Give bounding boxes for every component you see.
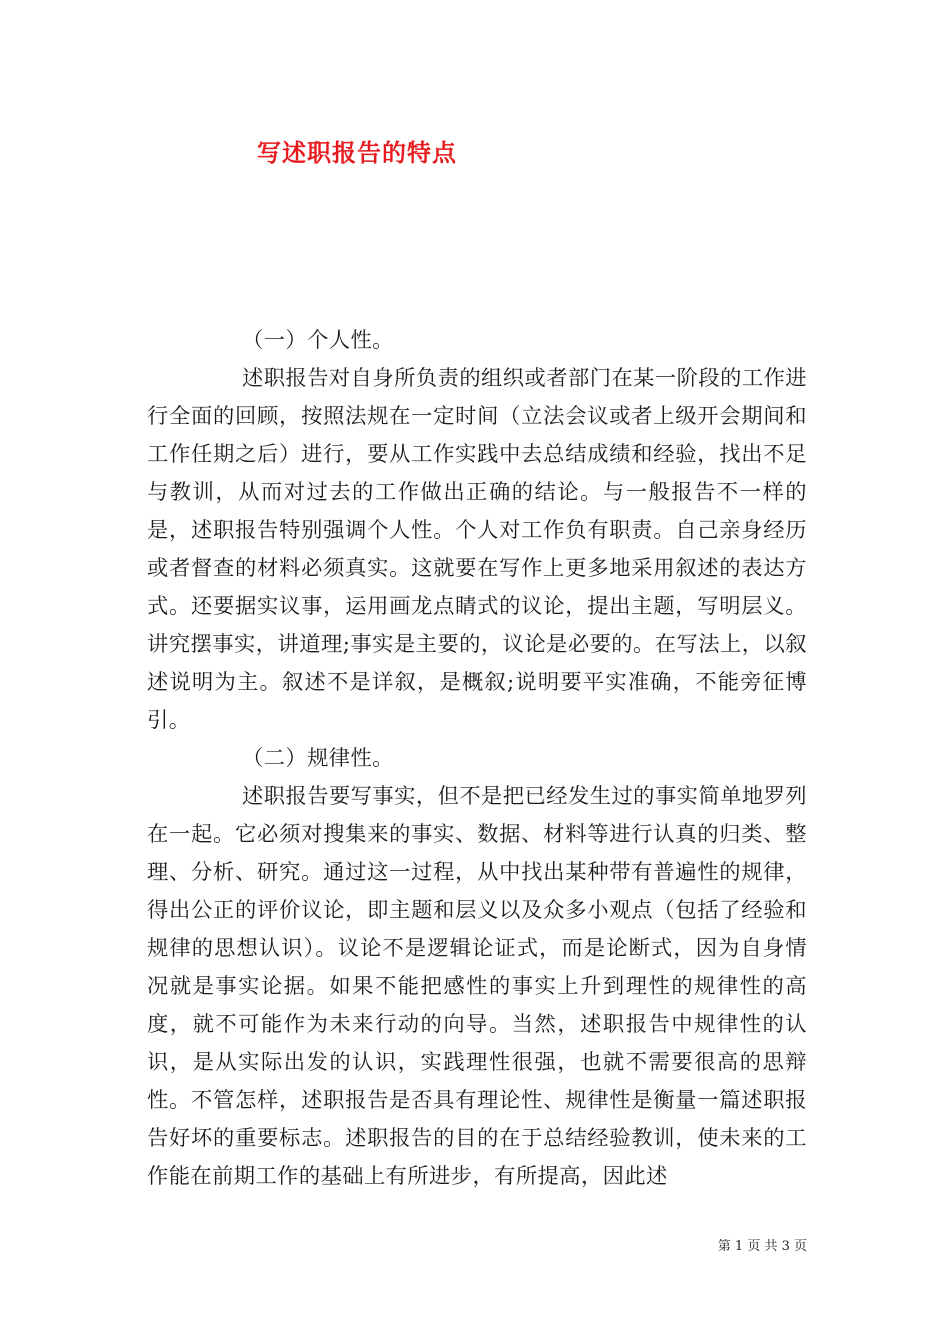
document-title: [0, 133, 950, 168]
page-number-footer: 第 1 页 共 3 页: [717, 1239, 807, 1254]
section-heading-1: （一）个人性。: [242, 328, 394, 353]
section-paragraph-2: 述职报告要写事实，但不是把已经发生过的事实简单地罗列在一起。它必须对搜集来的事实、数据、材料等进行认真的归类、整理、分析、研究。通过这一过程，从中找出某种带有普遍性的规律，得出公正的评价议论，即主题和层义以及众多小观点（包括了经验和规律的思想认识）。议论不是逻辑论证式，而是论断式，因为自身情况就是事实论据。如果不能把感性的事实上升到理性的规律性的高度，就不可能作为未来行动的向导。当然，述职报告中规律性的认识，是从实际出发的认识，实践理性很强，也就不需要很高的思辩性。不管怎样，述职报告是否具有理论性、规律性是衡量一篇述职报告好坏的重要标志。述职报告的目的在于总结经验教训，使未来的工作能在前期工作的基础上有所进步，有所提高，因此述: [147, 784, 807, 1189]
document-body: [147, 322, 807, 1196]
document-title-text: 写述职报告的特点: [257, 139, 457, 167]
section-paragraph-1: 述职报告对自身所负责的组织或者部门在某一阶段的工作进行全面的回顾，按照法规在一定时间（立法会议或者上级开会期间和工作任期之后）进行，要从工作实践中去总结成绩和经验，找出不足与教训，从而对过去的工作做出正确的结论。与一般报告不一样的是，述职报告特别强调个人性。个人对工作负有职责。自己亲身经历或者督查的材料必须真实。这就要在写作上更多地采用叙述的表达方式。还要据实议事，运用画龙点睛式的议论，提出主题，写明层义。讲究摆事实，讲道理;事实是主要的，议论是必要的。在写法上，以叙述说明为主。叙述不是详叙，是概叙;说明要平实准确，不能旁征博引。: [147, 366, 807, 733]
section-heading-2: （二）规律性。: [242, 746, 394, 771]
